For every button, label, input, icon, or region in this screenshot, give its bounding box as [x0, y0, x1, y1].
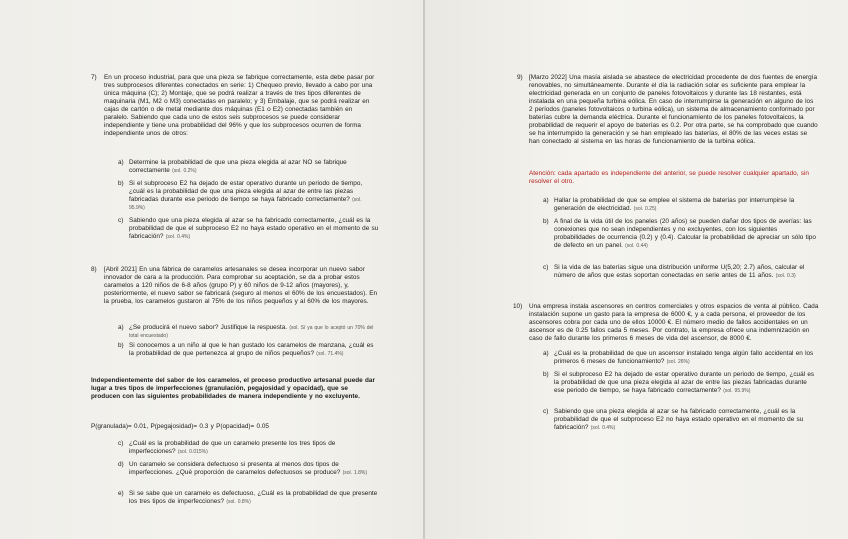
- problem-10c-question: Sabiendo que una pieza elegida al azar se ha fabricado correctamente, ¿cuál es la probabilidad de que el subproceso E2 no haya estado operativo en el momento de su fabricación? (sol. 0.4%): [554, 408, 804, 432]
- problem-9b-question: A final de la vida útil de los paneles (20 años) se pueden dañar dos tipos de averías: las conexiones que no sean independientes y no excluyentes, con los siguientes probabilidades de ocurrencia (0.2) y (0.4). Calcular la probabilidad de apreciar un sólo tipo de defecto en un panel. (sol. 0.44): [554, 218, 816, 250]
- problem-7-number: 7): [91, 74, 97, 81]
- problem-8c-question: ¿Cuál es la probabilidad de que un caramelo presente los tres tipos de imperfecciones? (sol. 0.015%): [129, 440, 336, 456]
- problem-9-statement: [Marzo 2022] Una masía aislada se abastece de electricidad procedente de dos fuentes de energía renovables, no simultáneamente. Durante el día la radiación solar es suficiente para emplear la electricidad generada en un conjunto de paneles fotovoltaicos y durante las 18 restantes, está instalada en una pequeña turbina eólica. En caso de interrumpirse la generación en alguno de los 2 períodos (paneles fotovoltaicos o turbina eólica), un sistema de almacenamiento conformado por baterías cubre la demanda eléctrica. Durante el funcionamiento de los paneles fotovoltaicos, la probabilidad de requerir el apoyo de baterías es 0.2. Por otra parte, se ha comprobado que cuando se ha interrumpido la generación y se han empleado las baterías, el 80% de las veces estas se han conectado al sistema en las horas de funcionamiento de la turbina eólica.: [529, 74, 818, 146]
- problem-9c-label: c): [543, 264, 549, 271]
- problem-9b-solution: (sol. 0.44): [625, 243, 648, 250]
- problem-8-imperfections-intro: Independientemente del sabor de los caramelos, el proceso productivo artesanal puede dar lugar a tres tipos de imperfecciones (granulación, pegajosidad y opacidad), que se producen con las siguientes probabilidades de manera independiente y no excluyente.: [91, 377, 375, 401]
- problem-8d-solution: (sol. 1.8%): [342, 470, 367, 477]
- problem-8b-solution: (sol. 71.4%): [316, 351, 344, 358]
- problem-8a-solution: (sol. Sí ya que lo aceptó un 70% del total encuestado): [129, 325, 374, 340]
- problem-8e-label: e): [118, 490, 124, 497]
- problem-9c-question: Si la vida de las baterías sigue una distribución uniforme U(5,20; 2.7) años, calcular el número de años que estas soportan conectadas en serie antes de 11 años. (sol. 0.3): [554, 264, 805, 280]
- problem-10a-label: a): [543, 350, 549, 357]
- problem-9a-solution: (sol. 0.25): [633, 206, 657, 213]
- problem-7a-question: Determine la probabilidad de que una pieza elegida al azar NO se fabrique correctamente (sol. 0.2%): [129, 159, 347, 175]
- right-page: [425, 0, 848, 539]
- problem-9c-solution: (sol. 0.3): [775, 273, 796, 280]
- problem-9a-question: Hallar la probabilidad de que se emplee el sistema de baterías por interrumpirse la generación de electricidad. (sol. 0.25): [554, 197, 795, 213]
- problem-10b-solution: (sol. 95.9%): [723, 388, 751, 395]
- problem-8a-question: ¿Se producirá el nuevo sabor? Justifique la respuesta. (sol. Sí ya que lo aceptó un 70% del total encuestado): [129, 324, 374, 340]
- problem-10b-question: Si el subproceso E2 ha dejado de estar operativo durante un periodo de tiempo, ¿cuál es la probabilidad de que una pieza elegida al azar de entre las piezas fabricadas durante ese periodo de tiempo, se haya fabricado correctamente? (sol. 95.9%): [554, 371, 815, 395]
- problem-10a-question: ¿Cuál es la probabilidad de que un ascensor instalado tenga algún fallo accidental en los primeros 6 meses de funcionamiento? (sol. 26%): [554, 350, 814, 366]
- problem-8e-question: Si se sabe que un caramelo es defectuoso, ¿Cuál es la probabilidad de que presente los tres tipos de imperfecciones? (sol. 0.8%): [129, 490, 378, 506]
- problem-10b-label: b): [543, 371, 549, 378]
- problem-7c-label: c): [118, 217, 124, 224]
- problem-8c-label: c): [118, 440, 124, 447]
- problem-8b-question: Si conocemos a un niño al que le han gustado los caramelos de manzana, ¿cuál es la probabilidad de que pertenezca al grupo de niños pequeños? (sol. 71.4%): [129, 342, 374, 358]
- left-page: [0, 0, 423, 539]
- problem-8c-solution: (sol. 0.015%): [177, 449, 208, 456]
- problem-7c-solution: (sol. 0.4%): [165, 234, 191, 241]
- problem-8d-label: d): [118, 461, 124, 468]
- problem-9-number: 9): [517, 74, 523, 81]
- problem-10c-label: c): [543, 408, 549, 415]
- problem-7c-question: Sabiendo que una pieza elegida al azar se ha fabricado correctamente, ¿cuál es la probabilidad de que el subproceso E2 no haya estado operativo en el momento de su fabricación? (sol. 0.4%): [129, 217, 379, 241]
- problem-8b-label: b): [118, 342, 124, 349]
- problem-10a-solution: (sol. 26%): [666, 359, 690, 366]
- problem-8e-solution: (sol. 0.8%): [226, 499, 251, 506]
- problem-10-statement: Una empresa instala ascensores en centros comerciales y otros espacios de venta al público. Cada instalación supone un gasto para la empresa de 6000 €, y a cada persona, el proveedor de los ascensores cobra por cada uno de ellos 10000 €. El número medio de fallos accidentales en un ascensor es de 0.25 fallos cada 5 meses. Por contrato, la empresa ofrece una indemnización en caso de fallo durante los primeros 6 meses de vida del ascensor, de 8000 €.: [529, 303, 819, 343]
- problem-8-number: 8): [91, 266, 97, 273]
- problem-8-statement: [Abril 2021] En una fábrica de caramelos artesanales se desea incorporar un nuevo sabor innovador de cara a la producción. Para comprobar su aceptación, se da a probar estos caramelos a 120 niños de 6-8 años (grupo P) y 60 niños de 9-12 años (mayores), y, posteriormente, el nuevo sabor se fabricará (seguro al menos el 60% de los encuestados). En la prueba, los caramelos gustaron al 75% de los niños pequeños y al 60% de los mayores.: [104, 266, 378, 306]
- problem-10-number: 10): [513, 303, 523, 310]
- problem-7-statement: En un proceso industrial, para que una pieza se fabrique correctamente, esta debe pasar por tres subprocesos diferentes conectados en serie: 1) Chequeo previo, llevado a cabo por una única máquina (C); 2) Montaje, que se podrá realizar a través de tres tipos diferentes de maquinaria (M1, M2 o M3) conectadas en paralelo; y 3) Embalaje, que se podrá realizar en cajas de cartón o de metal mediante dos máquinas (E1 o E2) conectadas también en paralelo. Sabiendo que cada uno de estos seis subprocesos se puede considerar independiente y tiene una probabilidad del 96% y que los subprocesos ocurren de forma independiente unos de otros:: [104, 74, 375, 138]
- problem-8a-label: a): [118, 324, 124, 331]
- problem-7a-solution: (sol. 0.2%): [172, 168, 197, 175]
- problem-9a-label: a): [543, 197, 549, 204]
- problem-10c-solution: (sol. 0.4%): [590, 425, 616, 432]
- problem-9-attention-note: Atención: cada apartado es independiente del anterior, se puede resolver cualquier apartado, sin resolver el otro.: [529, 170, 809, 186]
- problem-7b-solution: (sol. 95.9%): [129, 197, 362, 212]
- problem-8-probabilities: P(granulada)= 0.01, P(pegajosidad)= 0.3 y P(opacidad)= 0.05: [91, 423, 269, 430]
- problem-7b-question: Si el subproceso E2 ha dejado de estar operativo durante un periodo de tiempo, ¿cuál es la probabilidad de que una pieza elegida al azar de entre las piezas fabricadas durante ese periodo de tiempo se haya fabricado correctamente? (sol. 95.9%): [129, 180, 363, 212]
- problem-9b-label: b): [543, 218, 549, 225]
- problem-7a-label: a): [118, 159, 124, 166]
- problem-8d-question: Un caramelo se considera defectuoso si presenta al menos dos tipos de imperfecciones. ¿Qué proporción de caramelos defectuosos se produce? (sol. 1.8%): [129, 461, 367, 477]
- problem-7b-label: b): [118, 180, 124, 187]
